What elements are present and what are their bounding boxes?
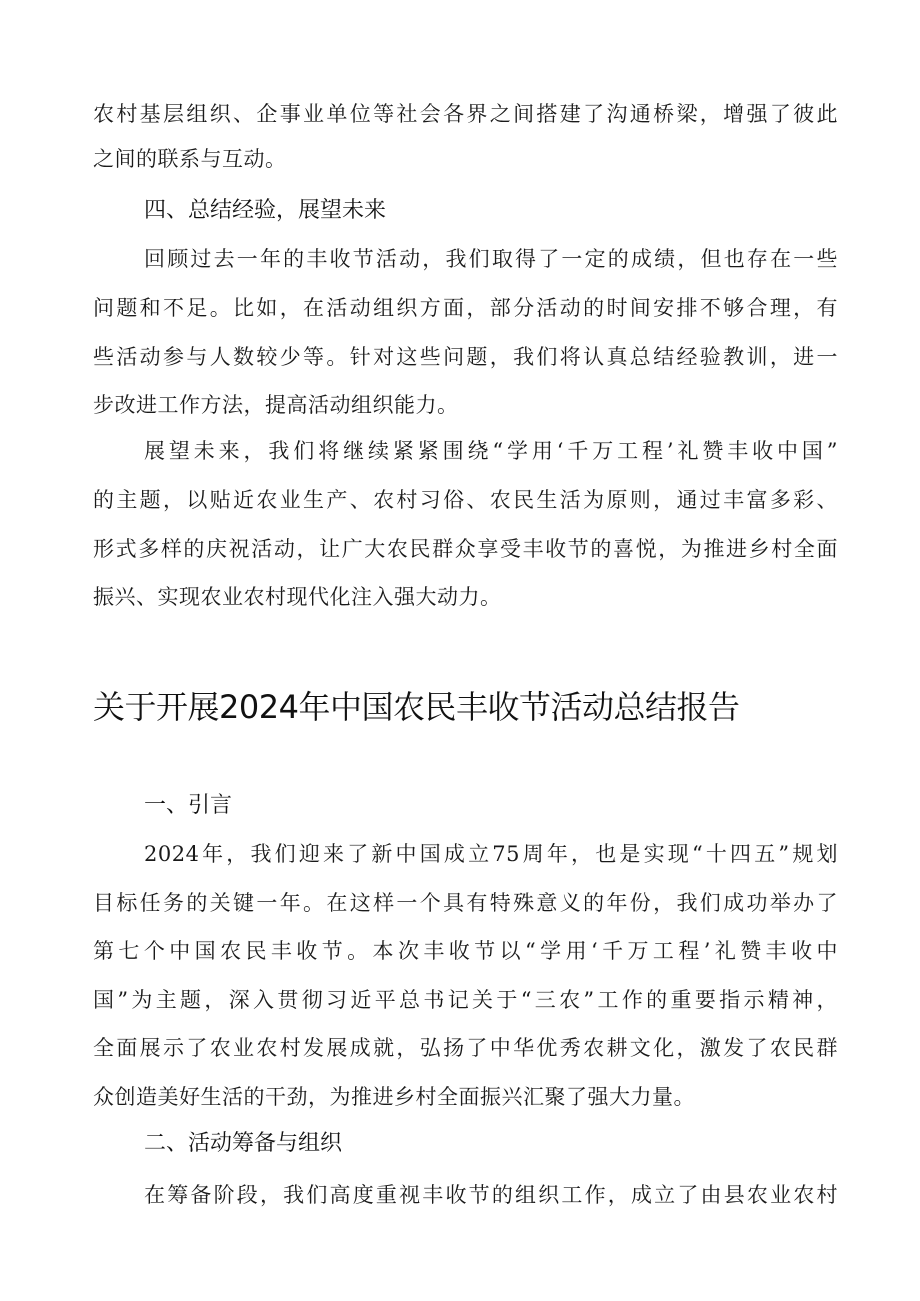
paragraph-line: 回顾过去一年的丰收节活动，我们取得了一定的成绩，但也存在一些 — [144, 247, 838, 271]
paragraph-line: 2024年，我们迎来了新中国成立75周年，也是实现“十四五”规划 — [144, 842, 838, 866]
paragraph-line: 振兴、实现农业农村现代化注入强大动力。 — [93, 585, 502, 609]
paragraph-line: 全面展示了农业农村发展成就，弘扬了中华优秀农耕文化，激发了农民群 — [93, 1036, 838, 1060]
paragraph-line: 形式多样的庆祝活动，让广大农民群众享受丰收节的喜悦，为推进乡村全面 — [93, 537, 838, 561]
section-heading-2: 二、活动筹备与组织 — [144, 1131, 343, 1156]
paragraph-line: 国”为主题，深入贯彻习近平总书记关于“三农”工作的重要指示精神， — [93, 988, 838, 1012]
report-title: 关于开展2024年中国农民丰收节活动总结报告 — [93, 688, 740, 726]
section-heading-4: 四、总结经验，展望未来 — [144, 198, 387, 223]
section-heading-1: 一、引言 — [144, 793, 233, 818]
paragraph-line: 问题和不足。比如，在活动组织方面，部分活动的时间安排不够合理，有 — [93, 296, 838, 320]
paragraph-line: 展望未来，我们将继续紧紧围绕“学用‘千万工程’礼赞丰收中国” — [144, 439, 838, 463]
paragraph-line: 在筹备阶段，我们高度重视丰收节的组织工作，成立了由县农业农村 — [144, 1183, 838, 1207]
paragraph-line: 之间的联系与互动。 — [93, 147, 287, 171]
paragraph-line: 目标任务的关键一年。在这样一个具有特殊意义的年份，我们成功举办了 — [93, 891, 838, 915]
paragraph-line: 众创造美好生活的干劲，为推进乡村全面振兴汇聚了强大力量。 — [93, 1085, 695, 1109]
paragraph-line: 步改进工作方法，提高活动组织能力。 — [93, 393, 459, 417]
paragraph-line: 的主题，以贴近农业生产、农村习俗、农民生活为原则，通过丰富多彩、 — [93, 488, 838, 512]
paragraph-line: 第七个中国农民丰收节。本次丰收节以“学用‘千万工程’礼赞丰收中 — [93, 939, 838, 963]
paragraph-line: 些活动参与人数较少等。针对这些问题，我们将认真总结经验教训，进一 — [93, 345, 838, 369]
paragraph-line: 农村基层组织、企事业单位等社会各界之间搭建了沟通桥梁，增强了彼此 — [93, 102, 838, 126]
